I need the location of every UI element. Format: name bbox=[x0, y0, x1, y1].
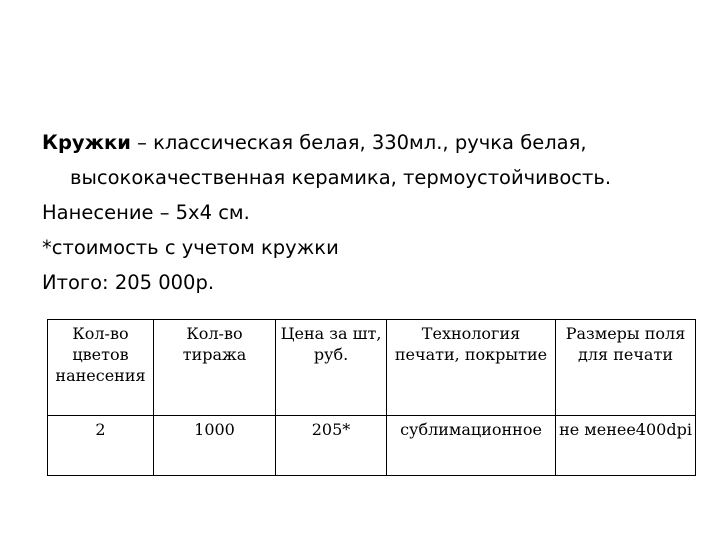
cell-print-size: не менее400dpi bbox=[556, 416, 696, 476]
specification-table bbox=[47, 319, 696, 476]
product-details-continued: высококачественная керамика, термоустойчивость. bbox=[70, 166, 612, 189]
price-note: *стоимость с учетом кружки bbox=[42, 236, 339, 259]
table-header-row bbox=[48, 320, 696, 416]
header-quantity: Кол-во тиража bbox=[154, 320, 276, 416]
product-description bbox=[42, 125, 702, 300]
header-price: Цена за шт, руб. bbox=[276, 320, 387, 416]
cell-price: 205* bbox=[276, 416, 387, 476]
total-price: Итого: 205 000р. bbox=[42, 271, 215, 294]
cell-colors: 2 bbox=[48, 416, 154, 476]
product-name: Кружки bbox=[42, 131, 131, 154]
product-details: – классическая белая, 330мл., ручка белая, bbox=[130, 131, 587, 154]
table-row bbox=[48, 416, 696, 476]
header-technology: Технология печати, покрытие bbox=[387, 320, 556, 416]
cell-quantity: 1000 bbox=[154, 416, 276, 476]
application-size: Нанесение – 5х4 см. bbox=[42, 201, 250, 224]
header-colors: Кол-во цветов нанесения bbox=[48, 320, 154, 416]
product-line bbox=[42, 125, 702, 195]
header-print-size: Размеры поля для печати bbox=[556, 320, 696, 416]
cell-technology: сублимационное bbox=[387, 416, 556, 476]
